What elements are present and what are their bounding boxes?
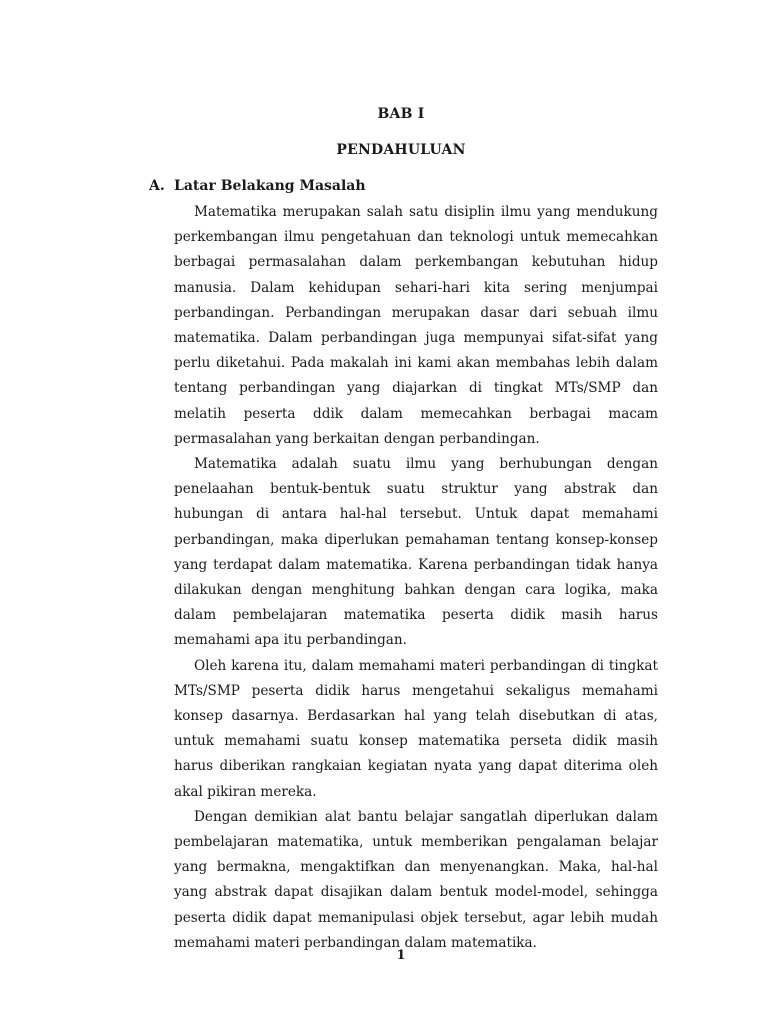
- section-number: A.: [149, 178, 165, 194]
- paragraph: Dengan demikian alat bantu belajar sangatlah diperlukan dalam pembelajaran matematika, untuk memberikan pengalaman belajar yang bermakna, mengaktifkan dan menyenangkan. Maka, hal-hal yang abstrak dapat disajikan dalam bentuk model-model, sehingga peserta didik dapat memanipulasi objek tersebut, agar lebih mudah memahami materi perbandingan dalam matematika.: [174, 808, 658, 951]
- chapter-number: BAB I: [377, 106, 425, 122]
- section-title: Latar Belakang Masalah: [174, 178, 366, 194]
- page-number: 1: [396, 948, 406, 963]
- section-heading: [149, 178, 366, 194]
- paragraph: Matematika merupakan salah satu disiplin ilmu yang mendukung perkembangan ilmu pengetahuan dan teknologi untuk memecahkan berbagai permasalahan dalam perkembangan kebutuhan hidup manusia. Dalam kehidupan sehari-hari kita sering menjumpai perbandingan. Perbandingan merupakan dasar dari sebuah ilmu matematika. Dalam perbandingan juga mempunyai sifat-sifat yang perlu diketahui. Pada makalah ini kami akan membahas lebih dalam tentang perbandingan yang diajarkan di tingkat MTs/SMP dan melatih peserta ddik dalam memecahkan berbagai macam permasalahan yang berkaitan dengan perbandingan.: [174, 204, 658, 447]
- chapter-title: PENDAHULUAN: [336, 142, 466, 158]
- paragraph: Oleh karena itu, dalam memahami materi perbandingan di tingkat MTs/SMP peserta didik harus mengetahui sekaligus memahami konsep dasarnya. Berdasarkan hal yang telah disebutkan di atas, untuk memahami suatu konsep matematika perseta didik masih harus diberikan rangkaian kegiatan nyata yang dapat diterima oleh akal pikiran mereka.: [174, 657, 658, 800]
- body-text: [174, 200, 658, 956]
- paragraph: Matematika adalah suatu ilmu yang berhubungan dengan penelaahan bentuk-bentuk suatu struktur yang abstrak dan hubungan di antara hal-hal tersebut. Untuk dapat memahami perbandingan, maka diperlukan pemahaman tentang konsep-konsep yang terdapat dalam matematika. Karena perbandingan tidak hanya dilakukan dengan menghitung bahkan dengan cara logika, maka dalam pembelajaran matematika peserta didik masih harus memahami apa itu perbandingan.: [174, 456, 658, 649]
